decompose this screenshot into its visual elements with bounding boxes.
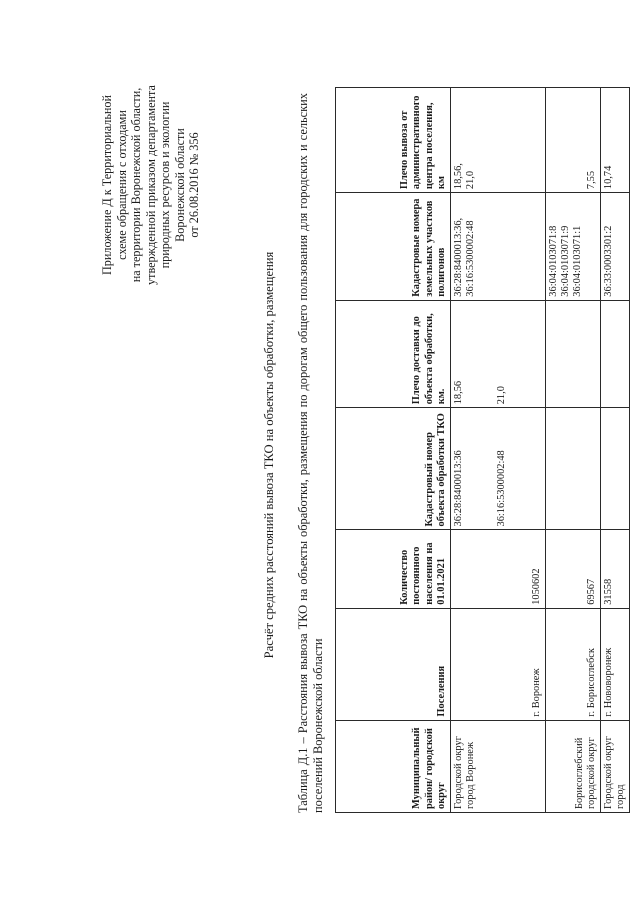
appendix-line: утвержденной приказом департамента	[143, 85, 158, 285]
cell-settlement: г. Воронеж	[451, 608, 546, 720]
cell-distance	[601, 300, 630, 408]
cell-admin-distance	[451, 88, 546, 193]
admin-distance-value: 18,56,	[453, 163, 464, 190]
distance-value: 18,56	[453, 380, 464, 405]
calculation-title: Расчёт средних расстояний вывоза ТКО на объекты обработки, размещения	[262, 251, 276, 659]
cell-distance	[451, 300, 546, 408]
appendix-line: на территории Воронежской области,	[129, 87, 143, 283]
cell-settlement: г. Борисоглебск	[546, 608, 601, 720]
header-distance: Плечо доставки до объекта обработки, км.	[336, 300, 451, 408]
cell-distance	[546, 300, 601, 408]
appendix-line: Воронежской области	[172, 128, 187, 242]
distance-value: 21,0	[496, 386, 508, 405]
distances-table	[335, 87, 630, 813]
cell-land-plots	[546, 193, 601, 301]
appendix-line: схеме обращения с отходами	[114, 110, 129, 260]
header-cadastral: Кадастровый номер объекта обработки ТКО	[336, 408, 451, 530]
appendix-line: Приложение Д к Территориальной	[100, 94, 114, 276]
cell-population: 69567	[546, 530, 601, 608]
cadastral-number: 36:28:8400013:36	[453, 450, 464, 527]
cell-admin-distance: 7,55	[546, 88, 601, 193]
header-settlement: Поселения	[336, 608, 451, 720]
cadastral-number: 36:16:5300002:48	[496, 450, 508, 527]
cell-population: 1050602	[451, 530, 546, 608]
table-row	[601, 88, 630, 813]
header-land-plots: Кадастровые номера земельных участков полигонов	[336, 193, 451, 301]
table-row	[451, 88, 546, 813]
appendix-line: природных ресурсов и экологии	[158, 101, 172, 269]
cell-admin-distance: 10,74	[601, 88, 630, 193]
cell-land-plots: 36:33:0003301:2	[601, 193, 630, 301]
cell-land-plots	[451, 193, 546, 301]
cell-settlement: г. Нововоронеж	[601, 608, 630, 720]
land-plot-number: 36:04:0103071:1	[572, 225, 584, 297]
header-municipality: Муниципальный район/ городской округ	[336, 720, 451, 812]
cell-cadastral	[546, 408, 601, 530]
cell-municipality: Городской округ город	[601, 720, 630, 812]
cell-population: 31558	[601, 530, 630, 608]
admin-distance-value: 21,0	[465, 170, 477, 190]
cell-municipality: Городской округ город Воронеж	[451, 720, 546, 812]
table-row	[546, 88, 601, 813]
land-plot-number: 36:28:8400013:36,	[453, 217, 464, 297]
header-population: Количество постоянного населения на 01.01.2021	[336, 530, 451, 608]
cell-municipality: Борисоглебский городской округ	[546, 720, 601, 812]
header-admin-distance: Плечо вывоза от административного центра поселения, км	[336, 88, 451, 193]
appendix-header	[100, 45, 202, 325]
appendix-line: от 26.08.2016 № 356	[187, 132, 201, 238]
table-header-row	[336, 88, 451, 813]
cell-cadastral	[451, 408, 546, 530]
cell-cadastral	[601, 408, 630, 530]
land-plot-number: 36:16:5300002:48	[465, 220, 477, 297]
land-plot-number: 36:04:0103071:9	[560, 225, 572, 297]
table-caption: Таблица Д.1 – Расстояния вывоза ТКО на объекты обработки, размещения по дорогам общего пользования для городских и сельских поселений Воронежской области	[296, 93, 325, 813]
land-plot-number: 36:04:0103071:8	[548, 225, 559, 297]
